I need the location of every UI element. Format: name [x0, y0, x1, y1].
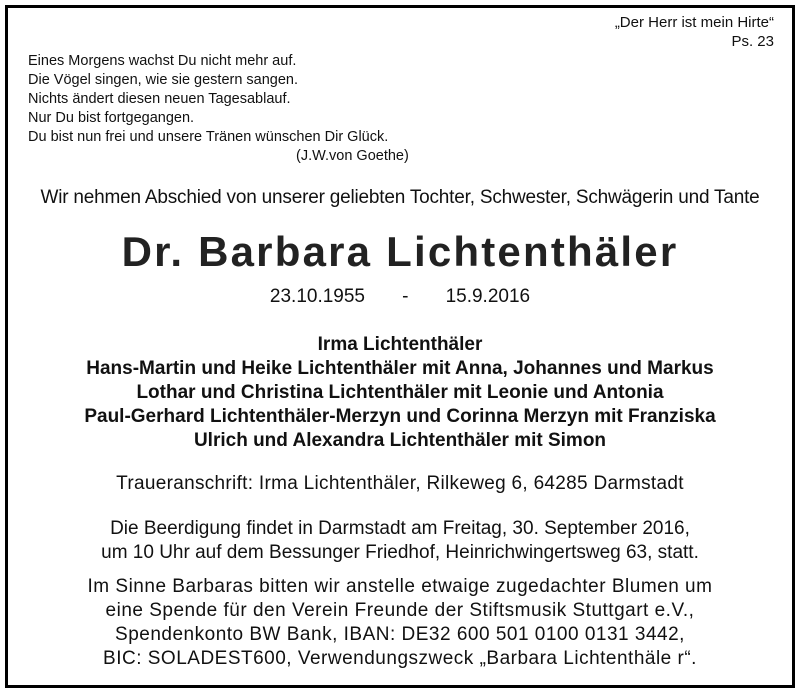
- poem: [28, 52, 409, 166]
- mourner-line: Irma Lichtenthäler: [317, 334, 483, 355]
- date-separator: -: [402, 286, 409, 307]
- poem-line: Die Vögel singen, wie sie gestern sangen.: [28, 72, 299, 88]
- poem-line: Nichts ändert diesen neuen Tagesablauf.: [28, 91, 291, 107]
- donation-line: eine Spende für den Verein Freunde der Stiftsmusik Stuttgart e.V.,: [105, 600, 695, 621]
- funeral-line: Die Beerdigung findet in Darmstadt am Freitag, 30. September 2016,: [110, 518, 690, 539]
- funeral-line: um 10 Uhr auf dem Bessunger Friedhof, Heinrichwingertsweg 63, statt.: [101, 542, 699, 563]
- life-dates: [0, 286, 800, 308]
- mourners-list: [0, 333, 800, 453]
- poem-line: Eines Morgens wachst Du nicht mehr auf.: [28, 53, 297, 69]
- birth-date: 23.10.1955: [269, 286, 365, 307]
- mourner-line: Ulrich und Alexandra Lichtenthäler mit Simon: [193, 430, 607, 451]
- death-date: 15.9.2016: [445, 286, 531, 307]
- poem-line: Du bist nun frei und unsere Tränen wünschen Dir Glück.: [28, 129, 389, 145]
- donation-line: Spendenkonto BW Bank, IBAN: DE32 600 501 0100 0131 3442,: [115, 624, 685, 645]
- motto-quote: „Der Herr ist mein Hirte“: [614, 14, 774, 31]
- funeral-info: [0, 517, 800, 565]
- poem-author: (J.W.von Goethe): [296, 148, 409, 164]
- deceased-name: Dr. Barbara Lichtenthäler: [121, 228, 679, 275]
- mourner-line: Hans-Martin und Heike Lichtenthäler mit Anna, Johannes und Markus: [86, 358, 714, 379]
- motto-reference: Ps. 23: [731, 33, 774, 50]
- donation-info: [0, 575, 800, 671]
- mourner-line: Paul-Gerhard Lichtenthäler-Merzyn und Corinna Merzyn mit Franziska: [84, 406, 716, 427]
- farewell-intro: Wir nehmen Abschied von unserer geliebten Tochter, Schwester, Schwägerin und Tante: [40, 187, 760, 208]
- donation-line: Im Sinne Barbaras bitten wir anstelle etwaige zugedachter Blumen um: [87, 576, 713, 597]
- donation-line: BIC: SOLADEST600, Verwendungszweck „Barbara Lichtenthäle r“.: [103, 648, 697, 669]
- poem-line: Nur Du bist fortgegangen.: [28, 110, 195, 126]
- bible-motto: [615, 13, 774, 51]
- mourning-address: Traueranschrift: Irma Lichtenthäler, Rilkeweg 6, 64285 Darmstadt: [116, 473, 684, 494]
- mourner-line: Lothar und Christina Lichtenthäler mit Leonie und Antonia: [136, 382, 664, 403]
